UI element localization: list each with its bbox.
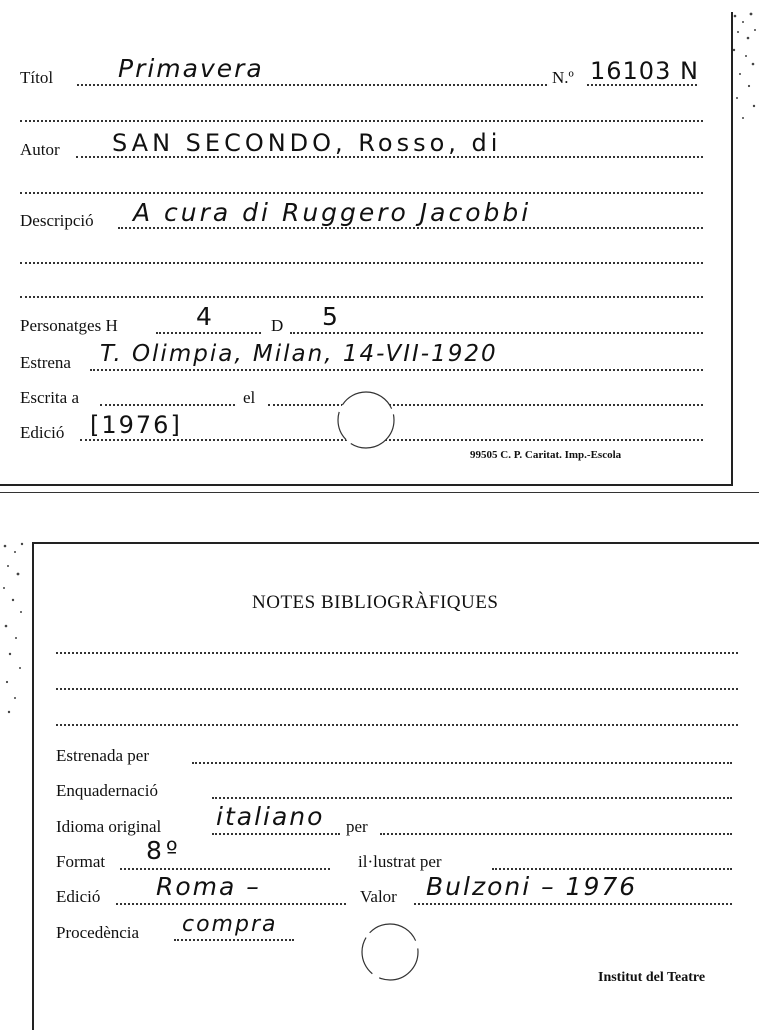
dots-personatges-h [156, 332, 261, 334]
dots-edicio-2 [116, 903, 346, 905]
dots-format [120, 868, 330, 870]
torn-edge-speckle-left [0, 540, 28, 720]
value-autor: SAN SECONDO, Rosso, di [112, 129, 502, 157]
label-illustrat-per: il·lustrat per [358, 852, 442, 871]
dots-blank-3 [20, 262, 703, 264]
label-titol: Títol [20, 68, 54, 87]
dots-personatges-d [290, 332, 703, 334]
institution-imprint: Institut del Teatre [598, 970, 706, 985]
label-edicio-2: Edició [56, 887, 101, 906]
dots-blank-2 [20, 192, 703, 194]
scan-divider-line [0, 492, 759, 493]
dots-blank-1 [20, 120, 703, 122]
dots-idioma-per [380, 833, 732, 835]
label-numero: N.º [552, 68, 574, 87]
label-personatges-d: D [271, 316, 284, 335]
value-valor: Bulzoni – 1976 [426, 872, 638, 901]
printer-imprint: 99505 C. P. Caritat. Imp.-Escola [470, 449, 622, 461]
punch-hole [358, 920, 422, 984]
label-valor: Valor [360, 887, 397, 906]
value-personatges-h: 4 [196, 302, 216, 331]
value-format: 8º [146, 836, 182, 865]
label-escrita-a: Escrita a [20, 388, 79, 407]
value-descripcio: A cura di Ruggero Jacobbi [133, 198, 532, 227]
dots-estrena [90, 369, 703, 371]
value-numero: 16103 N [590, 57, 699, 85]
value-edicio: [1976] [90, 411, 182, 439]
label-estrenada-per: Estrenada per [56, 746, 149, 765]
dots-illustrat-per [492, 868, 732, 870]
dots-notes-1 [56, 652, 738, 654]
dots-notes-2 [56, 688, 738, 690]
dots-blank-4 [20, 296, 703, 298]
dots-notes-3 [56, 724, 738, 726]
dots-estrenada-per [192, 762, 732, 764]
label-personatges-h: Personatges H [20, 316, 118, 335]
value-idioma-original: italiano [216, 802, 325, 831]
dots-escrita-a [100, 404, 235, 406]
value-edicio-2: Roma – [156, 872, 261, 901]
label-descripcio: Descripció [20, 211, 94, 230]
label-autor: Autor [20, 140, 60, 159]
notes-heading: NOTES BIBLIOGRÀFIQUES [252, 592, 499, 613]
dots-enquadernacio [212, 797, 732, 799]
value-titol: Primavera [118, 54, 264, 83]
label-format: Format [56, 852, 106, 871]
label-procedencia: Procedència [56, 923, 140, 942]
catalog-card-notes [32, 542, 759, 1030]
label-idioma-original: Idioma original [56, 817, 162, 836]
label-estrena: Estrena [20, 353, 71, 372]
catalog-card-main [0, 12, 733, 486]
punch-hole [334, 388, 398, 452]
dots-valor [414, 903, 732, 905]
label-idioma-per: per [346, 817, 368, 836]
value-personatges-d: 5 [322, 302, 342, 331]
label-escrita-el: el [243, 388, 256, 407]
label-edicio: Edició [20, 423, 65, 442]
dots-idioma-original [212, 833, 340, 835]
torn-edge-speckle-top-right [729, 8, 759, 128]
value-procedencia: compra [182, 912, 278, 937]
value-estrena: T. Olimpia, Milan, 14-VII-1920 [100, 341, 498, 367]
dots-titol [77, 84, 547, 86]
label-enquadernacio: Enquadernació [56, 781, 158, 800]
